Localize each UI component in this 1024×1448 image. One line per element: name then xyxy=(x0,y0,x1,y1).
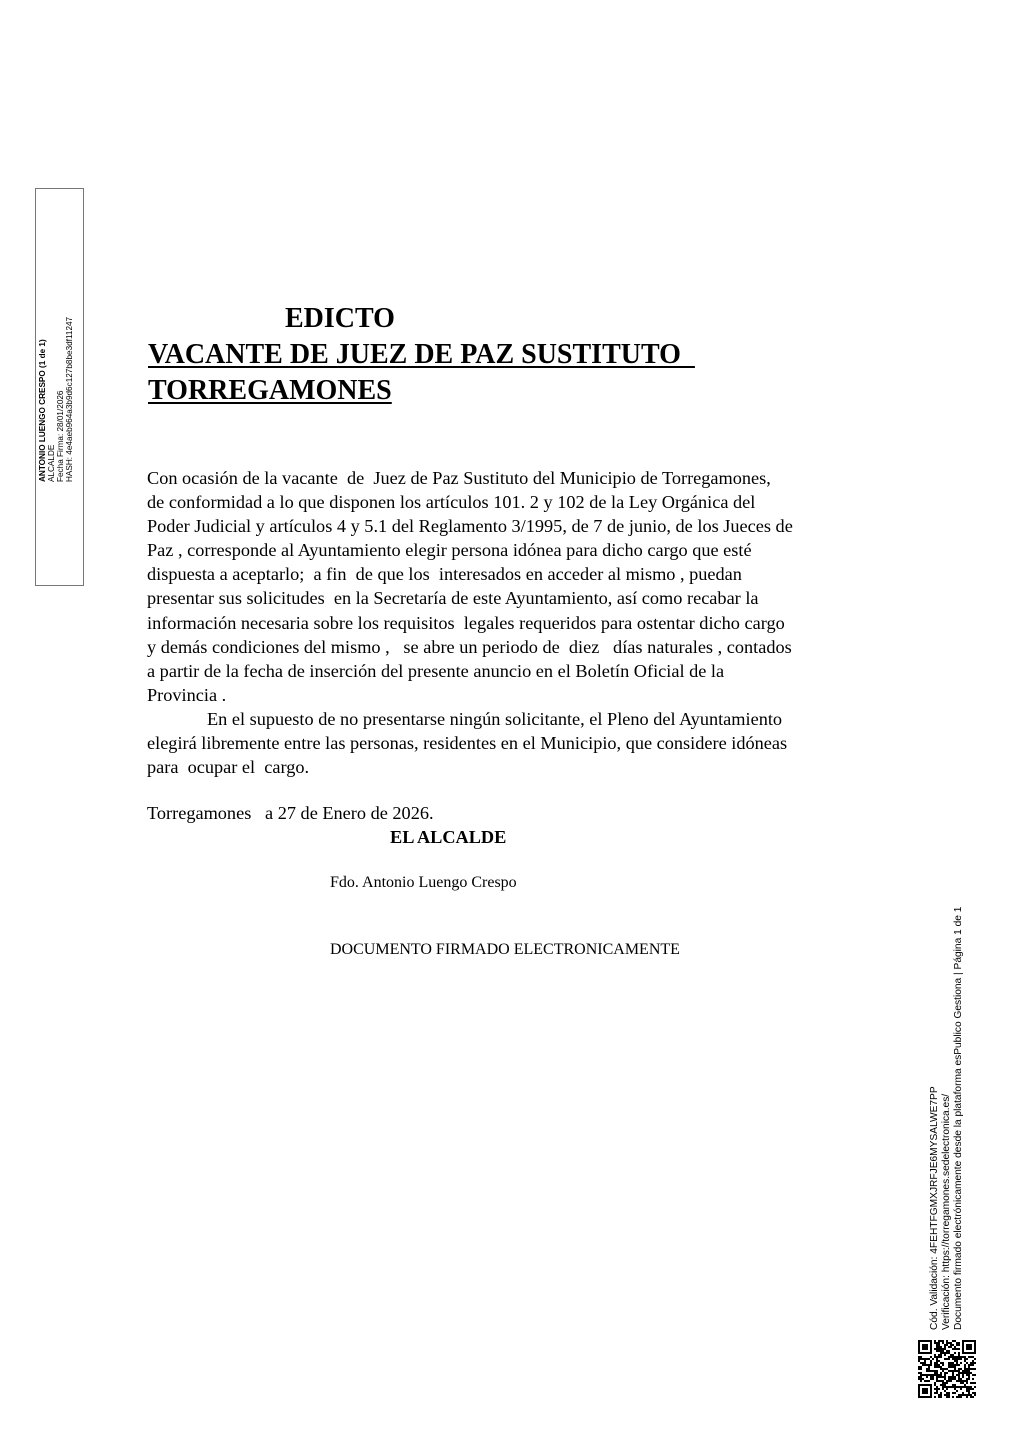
platform-note: Documento firmado electrónicamente desde la plataforma esPublico Gestiona | Página 1 de 1 xyxy=(953,906,964,1330)
signatory-title: EL ALCALDE xyxy=(390,827,507,847)
signer-role: ALCALDE xyxy=(47,444,56,482)
verification-url: Verificación: https://torregamones.sedelectronica.es/ xyxy=(941,1093,952,1330)
edict-body xyxy=(147,466,892,779)
qr-code-icon xyxy=(918,1340,976,1398)
body-line: Provincia . xyxy=(147,684,227,705)
validation-text xyxy=(929,890,965,1330)
subtitle-line-1: VACANTE DE JUEZ DE PAZ SUSTITUTO xyxy=(148,339,695,370)
signature-date: Fecha Firma: 28/01/2026 xyxy=(56,390,65,482)
body-line: a partir de la fecha de inserción del presente anuncio en el Boletín Oficial de la xyxy=(147,660,725,681)
body-line: presentar sus solicitudes en la Secretaría de este Ayuntamiento, así como recabar la xyxy=(147,588,759,609)
signature-hash: HASH: 4e4aeb964a3b9d6c127b8be3df11247 xyxy=(65,316,74,482)
place-date: Torregamones a 27 de Enero de 2026. xyxy=(147,803,434,823)
subtitle-line-2: TORREGAMONES xyxy=(148,375,392,406)
signature-stamp-text xyxy=(38,102,74,482)
body-line: Poder Judicial y artículos 4 y 5.1 del Reglamento 3/1995, de 7 de junio, de los Jueces de xyxy=(147,516,793,537)
document-title: EDICTO xyxy=(285,303,395,334)
body-line: para ocupar el cargo. xyxy=(147,757,310,778)
validation-code: Cód. Validación: 4FEHTFGMXJRFJE6MYSALWE7PP xyxy=(929,1086,940,1330)
body-line: Paz , corresponde al Ayuntamiento elegir persona idónea para dicho cargo que esté xyxy=(147,540,752,561)
body-line: dispuesta a aceptarlo; a fin de que los interesados en acceder al mismo , puedan xyxy=(147,564,742,585)
body-line: información necesaria sobre los requisitos legales requeridos para ostentar dicho cargo xyxy=(147,612,785,633)
body-line: y demás condiciones del mismo , se abre un periodo de diez días naturales , contados xyxy=(147,636,792,657)
signer-name: ANTONIO LUENGO CRESPO (1 de 1) xyxy=(38,339,47,482)
body-line: elegirá libremente entre las personas, residentes en el Municipio, que considere idóneas xyxy=(147,733,788,754)
electronic-signature-note: DOCUMENTO FIRMADO ELECTRONICAMENTE xyxy=(330,941,680,958)
body-line: Con ocasión de la vacante de Juez de Paz Sustituto del Municipio de Torregamones, xyxy=(147,468,771,488)
body-line: En el supuesto de no presentarse ningún solicitante, el Pleno del Ayuntamiento xyxy=(207,708,783,729)
body-line: de conformidad a lo que disponen los artículos 101. 2 y 102 de la Ley Orgánica del xyxy=(147,492,756,513)
signatory-name: Fdo. Antonio Luengo Crespo xyxy=(330,874,517,891)
